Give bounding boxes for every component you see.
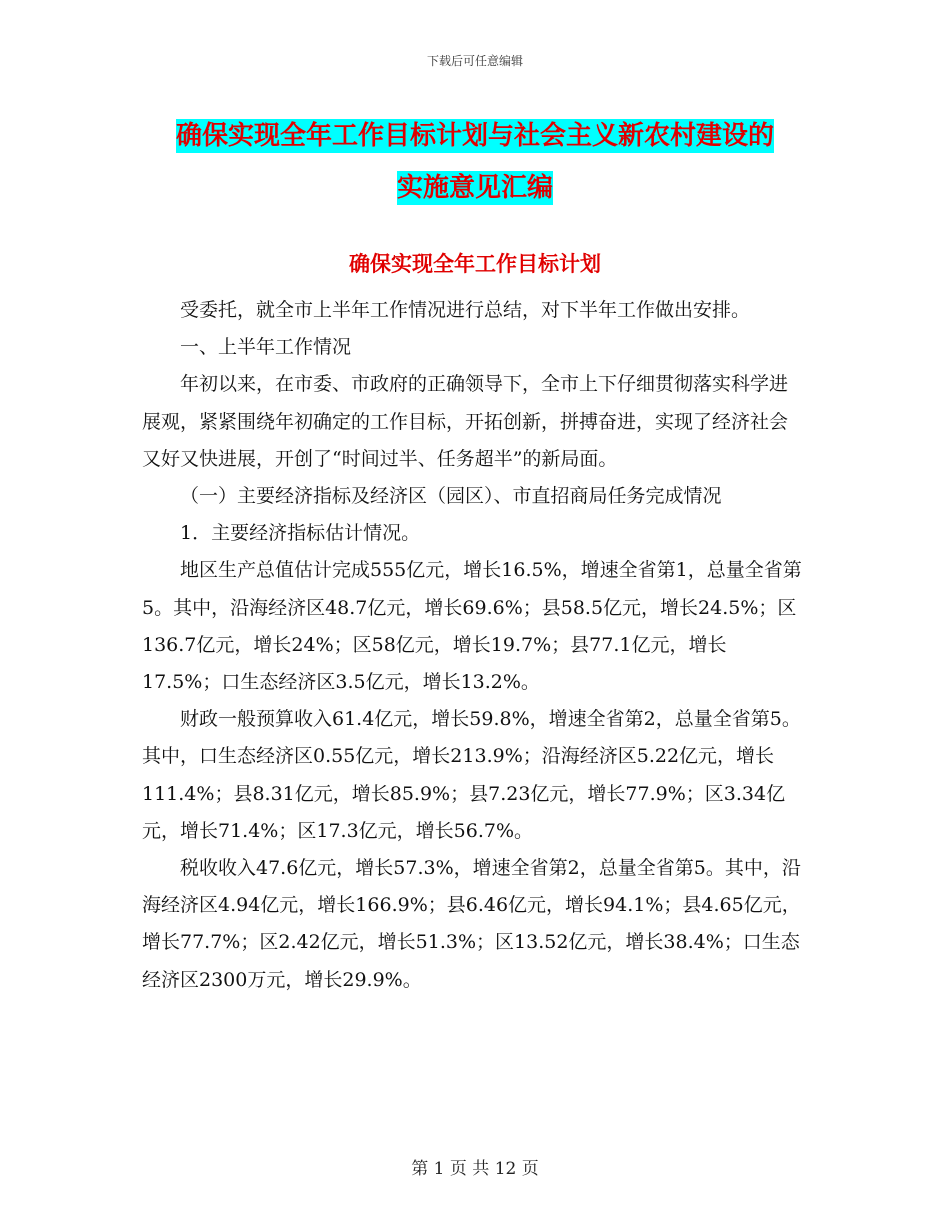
paragraph: （一）主要经济指标及经济区（园区）、市直招商局任务完成情况 — [180, 485, 722, 508]
paragraph: 受委托，就全市上半年工作情况进行总结，对下半年工作做出安排。 — [180, 299, 751, 321]
document-title — [0, 110, 950, 214]
page-footer: 第 1 页 共 12 页 — [411, 1159, 539, 1179]
title-line-1: 确保实现全年工作目标计划与社会主义新农村建设的 — [175, 121, 774, 151]
paragraph: 财政一般预算收入61.4亿元，增长59.8%，增速全省第2，总量全省第5。其中，口生态经济区0.55亿元，增长213.9%；沿海经济区5.22亿元，增长111.4%；县8.31亿元，增长85.9%；县7.23亿元，增长77.9%；区3.34亿元，增长71.4%；区17.3亿元，增长56.7%。 — [142, 708, 801, 842]
document-body — [142, 292, 804, 999]
paragraph: 税收收入47.6亿元，增长57.3%，增速全省第2，总量全省第5。其中，沿海经济区4.94亿元，增长166.9%；县6.46亿元，增长94.1%；县4.65亿元，增长77.7%；区2.42亿元，增长51.3%；区13.52亿元，增长38.4%；口生态经济区2300万元，增长29.9%。 — [142, 857, 801, 991]
paragraph: 年初以来，在市委、市政府的正确领导下，全市上下仔细贯彻落实科学进展观，紧紧围绕年初确定的工作目标，开拓创新，拼搏奋进，实现了经济社会又好又快进展，开创了“时间过半、任务超半”的新局面。 — [142, 373, 789, 470]
paragraph: 1．主要经济指标估计情况。 — [180, 522, 421, 545]
paragraph: 一、上半年工作情况 — [180, 336, 352, 359]
paragraph: 地区生产总值估计完成555亿元，增长16.5%，增速全省第1，总量全省第5。其中，沿海经济区48.7亿元，增长69.6%；县58.5亿元，增长24.5%；区136.7亿元，增长24%；区58亿元，增长19.7%；县77.1亿元，增长17.5%；口生态经济区3.5亿元，增长13.2%。 — [142, 559, 802, 694]
page-header: 下载后可任意编辑 — [426, 54, 523, 68]
title-line-2: 实施意见汇编 — [396, 173, 553, 203]
section-title: 确保实现全年工作目标计划 — [349, 252, 601, 276]
